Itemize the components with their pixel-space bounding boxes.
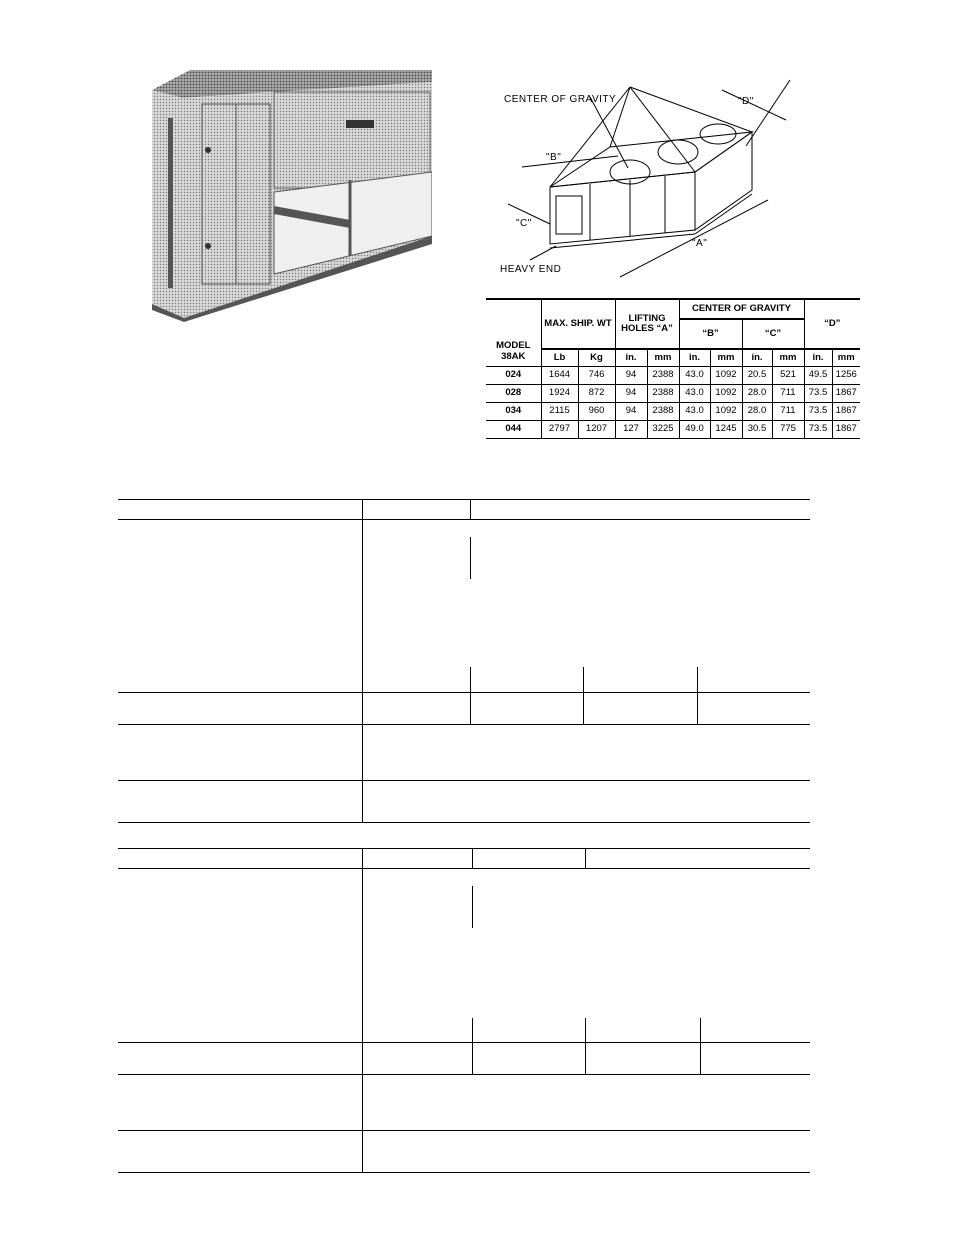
table-cell: 2115 (541, 403, 578, 421)
header-d: “D” (804, 299, 860, 349)
table-row (486, 385, 860, 403)
header-lifting-holes: LIFTING HOLES “A” (615, 299, 679, 349)
unit-cell: in. (742, 349, 772, 367)
model-cell: 024 (486, 367, 541, 385)
table-cell: 43.0 (679, 367, 710, 385)
table-cell: 1207 (578, 421, 615, 439)
center-of-gravity-label: CENTER OF GRAVITY (504, 94, 617, 105)
blank-form-table-2 (118, 848, 810, 1174)
unit-cell: Lb (541, 349, 578, 367)
table-cell: 73.5 (804, 421, 832, 439)
model-cell: 034 (486, 403, 541, 421)
table-cell: 28.0 (742, 403, 772, 421)
table-cell: 1256 (832, 367, 860, 385)
unit-cell: mm (710, 349, 742, 367)
table-row (486, 367, 860, 385)
table-cell: 711 (772, 403, 804, 421)
model-cell: 044 (486, 421, 541, 439)
table-cell: 1867 (832, 421, 860, 439)
rigging-diagram (490, 72, 810, 282)
table-cell: 521 (772, 367, 804, 385)
dimension-a-label: "A" (692, 238, 708, 249)
table-cell: 94 (615, 403, 647, 421)
table-cell: 1924 (541, 385, 578, 403)
dimension-b-label: "B" (546, 152, 562, 163)
table-cell: 49.0 (679, 421, 710, 439)
table-cell: 20.5 (742, 367, 772, 385)
table-cell: 1644 (541, 367, 578, 385)
table-cell: 872 (578, 385, 615, 403)
unit-cell: mm (832, 349, 860, 367)
unit-photo (150, 68, 432, 322)
table-cell: 1092 (710, 367, 742, 385)
table-cell: 775 (772, 421, 804, 439)
table-cell: 1245 (710, 421, 742, 439)
unit-cell: in. (804, 349, 832, 367)
table-cell: 1867 (832, 385, 860, 403)
blank-form-table-1 (118, 499, 810, 824)
table-cell: 127 (615, 421, 647, 439)
table-cell: 94 (615, 367, 647, 385)
table-cell: 1867 (832, 403, 860, 421)
table-cell: 3225 (647, 421, 679, 439)
table-cell: 1092 (710, 403, 742, 421)
table-cell: 746 (578, 367, 615, 385)
shipping-weight-table (486, 298, 860, 439)
header-max-ship-wt: MAX. SHIP. WT (541, 299, 615, 349)
table-cell: 43.0 (679, 403, 710, 421)
table-row (486, 403, 860, 421)
table-cell: 28.0 (742, 385, 772, 403)
table-cell: 94 (615, 385, 647, 403)
table-cell: 2797 (541, 421, 578, 439)
table-cell: 2388 (647, 385, 679, 403)
dimension-d-label: "D" (738, 96, 754, 107)
unit-cell: mm (772, 349, 804, 367)
heavy-end-label: HEAVY END (500, 264, 562, 275)
table-cell: 960 (578, 403, 615, 421)
table-cell: 73.5 (804, 385, 832, 403)
table-cell: 1092 (710, 385, 742, 403)
dimension-c-label: "C" (516, 218, 532, 229)
header-model: MODEL 38AK (486, 299, 541, 367)
unit-cell: in. (679, 349, 710, 367)
table-cell: 2388 (647, 367, 679, 385)
table-cell: 73.5 (804, 403, 832, 421)
table-cell: 2388 (647, 403, 679, 421)
unit-cell: in. (615, 349, 647, 367)
header-c: “C” (742, 319, 804, 349)
header-center-of-gravity: CENTER OF GRAVITY (679, 299, 804, 319)
unit-cell: Kg (578, 349, 615, 367)
table-row (486, 421, 860, 439)
model-cell: 028 (486, 385, 541, 403)
table-cell: 43.0 (679, 385, 710, 403)
table-cell: 49.5 (804, 367, 832, 385)
table-cell: 711 (772, 385, 804, 403)
header-b: “B” (679, 319, 742, 349)
table-cell: 30.5 (742, 421, 772, 439)
unit-cell: mm (647, 349, 679, 367)
